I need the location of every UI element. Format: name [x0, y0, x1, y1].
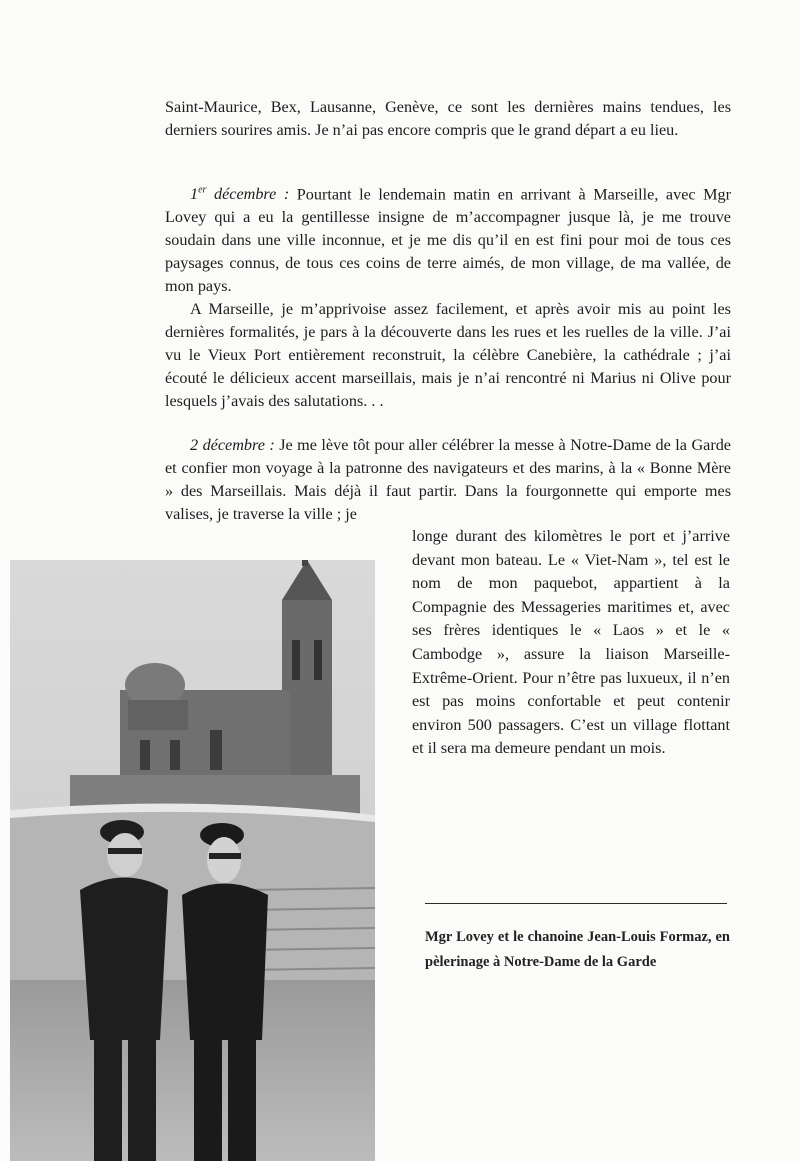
photo-caption: Mgr Lovey et le chanoine Jean-Louis Formaz, en pèlerinage à Notre-Dame de la Garde: [425, 929, 730, 970]
caption-divider: [425, 903, 727, 904]
paragraph-text: [165, 180, 731, 298]
date-heading: 1er décembre :: [190, 185, 290, 204]
paragraph-december-2: [165, 434, 731, 526]
paragraph-text: [165, 434, 731, 526]
paragraph-december-1: [165, 180, 731, 412]
paragraph-departure: [165, 96, 731, 142]
paragraph-marseille: A Marseille, je m’apprivoise assez facilement, et après avoir mis au point les dernières formalités, je pars à la découverte dans les rues et les ruelles de la ville. J’ai vu le Vieux Port entièrement reconstruit, la célèbre Canebière, la cathédrale ; j’ai écouté le délicieux accent marseillais, mais je n’ai rencontré ni Marius ni Olive pour lesquels j’avais des salutations. . .: [165, 299, 731, 410]
paragraph-text: longe durant des kilomètres le port et j’arrive devant mon bateau. Le « Viet-Nam », tel est le nom de mon paquebot, appartient à la Compagnie des Messageries maritimes et, avec ses frères identiques le « Laos » et le « Cambodge », assure la liaison Marseille-Extrême-Orient. Pour n’être pas luxueux, il n’en est pas moins confortable et peut contenir environ 500 passagers. C’est un village flottant et il sera ma demeure pendant un mois.: [412, 527, 730, 758]
paragraph-text: Saint-Maurice, Bex, Lausanne, Genève, ce sont les dernières mains tendues, les derniers sourires amis. Je n’ai pas encore compris que le grand départ a eu lieu.: [165, 98, 731, 139]
photo-illustration: [10, 560, 375, 1161]
paragraph-body: Je me lève tôt pour aller célébrer la messe à Notre-Dame de la Garde et confier mon voyage à la patronne des navigateurs et des marins, à la « Bonne Mère » des Marseillais. Mais déjà il faut partir. Dans la fourgonnette qui emporte mes valises, je traverse la ville ; je: [165, 436, 731, 523]
photograph-priests-notre-dame: [10, 560, 375, 1161]
date-heading: 2 décembre :: [190, 436, 275, 454]
paragraph-body: Pourtant le lendemain matin en arrivant à Marseille, avec Mgr Lovey qui a eu la gentillesse insigne de m’accompagner jusque là, je me trouve soudain dans une ville inconnue, et je me dis qu’il en est fini pour moi de tous ces paysages connus, de tous ces coins de terre aimés, de mon village, de ma vallée, de mon pays.: [165, 185, 731, 296]
paragraph-december-2-continued: [412, 525, 730, 761]
